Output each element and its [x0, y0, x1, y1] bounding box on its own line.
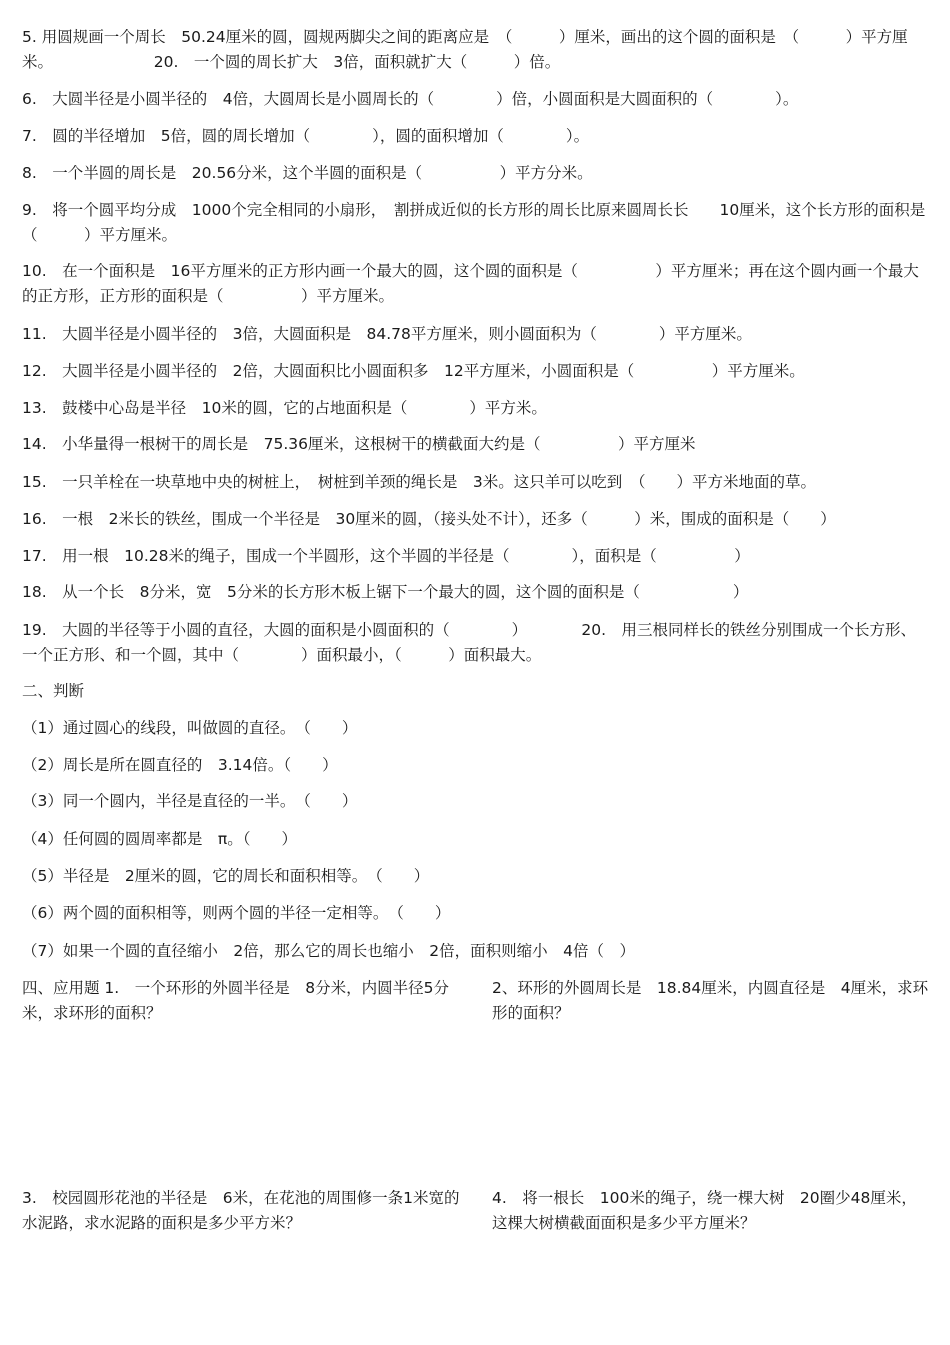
question-17: 17. 用一根 10.28米的绳子，围成一个半圆形，这个半圆的半径是（ ），面积是（ ） — [22, 547, 750, 565]
judge-item-3: （3）同一个圆内，半径是直径的一半。 （ ） — [22, 792, 358, 810]
question-12: 12. 大圆半径是小圆半径的 2倍，大圆面积比小圆面积多 12平方厘米，小圆面积是（ ）平方厘米。 — [22, 362, 805, 380]
question-5-and-20a: 5. 用圆规画一个周长 50.24厘米的圆，圆规两脚尖之间的距离应是 （ ）厘米，画出的这个圆的面积是 （ ）平方厘米。 20. 一个圆的周长扩大 3倍，面积就扩大（ ）倍。 — [22, 28, 908, 71]
judge-item-5: （5）半径是 2厘米的圆，它的周长和面积相等。 （ ） — [22, 867, 430, 885]
application-question-2: 2、环形的外圆周长是 18.84厘米，内圆直径是 4厘米，求环形的面积？ — [492, 979, 929, 1022]
judge-item-2: （2）周长是所在圆直径的 3.14倍。（ ） — [22, 756, 338, 774]
question-8: 8. 一个半圆的周长是 20.56分米，这个半圆的面积是（ ）平方分米。 — [22, 164, 593, 182]
application-question-4: 4. 将一根长 100米的绳子，绕一棵大树 20圈少48厘米，这棵大树横截面面积是多少平方厘米？ — [492, 1189, 917, 1232]
judge-item-4: （4）任何圆的圆周率都是 π。（ ） — [22, 830, 297, 848]
question-6: 6. 大圆半径是小圆半径的 4倍，大圆周长是小圆周长的（ ）倍，小圆面积是大圆面积的（ ）。 — [22, 90, 799, 108]
question-9: 9. 将一个圆平均分成 1000个完全相同的小扇形， 割拼成近似的长方形的周长比原来圆周长长 10厘米，这个长方形的面积是（ ）平方厘米。 — [22, 201, 926, 244]
judge-item-7: （7）如果一个圆的直径缩小 2倍，那么它的周长也缩小 2倍，面积则缩小 4倍（ ） — [22, 942, 635, 960]
question-7: 7. 圆的半径增加 5倍，圆的周长增加（ ），圆的面积增加（ ）。 — [22, 127, 590, 145]
question-16: 16. 一根 2米长的铁丝，围成一个半径是 30厘米的圆，（接头处不计），还多（ ）米，围成的面积是（ ） — [22, 510, 836, 528]
question-10: 10. 在一个面积是 16平方厘米的正方形内画一个最大的圆，这个圆的面积是（ ）平方厘米；再在这个圆内画一个最大的正方形，正方形的面积是（ ）平方厘米。 — [22, 262, 919, 305]
question-14: 14. 小华量得一根树干的周长是 75.36厘米，这根树干的横截面大约是（ ）平方厘米 — [22, 435, 696, 453]
judge-item-6: （6）两个圆的面积相等，则两个圆的半径一定相等。 （ ） — [22, 904, 451, 922]
question-18: 18. 从一个长 8分米，宽 5分米的长方形木板上锯下一个最大的圆，这个圆的面积是（ ） — [22, 583, 749, 601]
question-15: 15. 一只羊栓在一块草地中央的树桩上， 树桩到羊颈的绳长是 3米。这只羊可以吃到 （ ）平方米地面的草。 — [22, 473, 817, 491]
section-judge-heading: 二、判断 — [22, 682, 85, 700]
application-question-3: 3. 校园圆形花池的半径是 6米，在花池的周围修一条1米宽的水泥路，求水泥路的面积是多少平方米？ — [22, 1189, 460, 1232]
question-19-and-20b: 19. 大圆的半径等于小圆的直径，大圆的面积是小圆面积的（ ） 20. 用三根同样长的铁丝分别围成一个长方形、一个正方形、和一个圆，其中（ ）面积最小，（ ）面积最大。 — [22, 621, 917, 664]
question-13: 13. 鼓楼中心岛是半径 10米的圆，它的占地面积是（ ）平方米。 — [22, 399, 547, 417]
judge-item-1: （1）通过圆心的线段，叫做圆的直径。 （ ） — [22, 719, 358, 737]
application-question-1: 四、应用题 1. 一个环形的外圆半径是 8分米，内圆半径5分米，求环形的面积？ — [22, 979, 449, 1022]
question-11: 11. 大圆半径是小圆半径的 3倍，大圆面积是 84.78平方厘米，则小圆面积为（ ）平方厘米。 — [22, 325, 752, 343]
